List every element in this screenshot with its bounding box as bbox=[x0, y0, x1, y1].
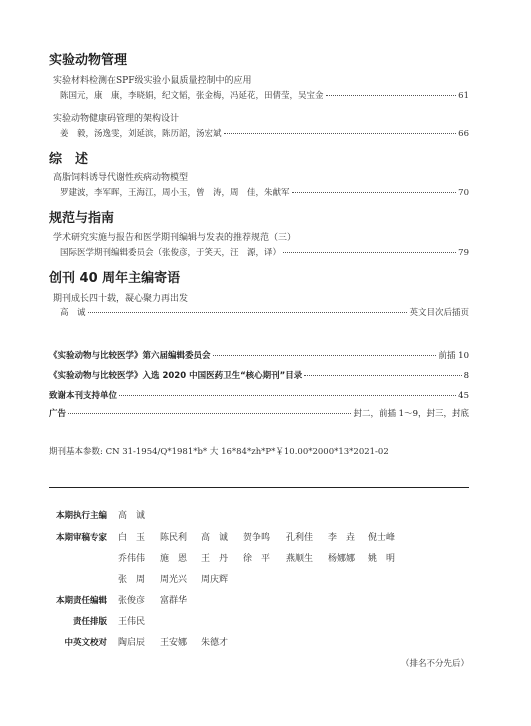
article-title[interactable]: 实验材料检测在SPF级实验小鼠质量控制中的应用 bbox=[53, 76, 252, 86]
exec-editor-label: 本期执行主编 bbox=[55, 511, 107, 521]
dot-leader bbox=[292, 192, 457, 193]
misc-label: 《实验动物与比较医学》第六届编辑委员会 bbox=[49, 351, 211, 361]
article-authors: 国际医学期刊编辑委员会（张俊彦，于笑天，汪 源，译） bbox=[60, 248, 282, 258]
ranking-note: （排名不分先后） bbox=[400, 659, 469, 669]
credit-name: 周庆辉 bbox=[201, 575, 229, 585]
article-authors: 陈国元，康 康，李晓娟，纪文韬，张金梅，冯延花，田倩莹，吴宝金 bbox=[60, 91, 324, 101]
credit-name: 陈民利 bbox=[160, 533, 188, 543]
credit-name: 燕顺生 bbox=[286, 554, 314, 564]
dot-leader bbox=[304, 375, 461, 376]
credit-name: 白 玉 bbox=[118, 533, 146, 543]
article-author-line bbox=[60, 186, 469, 198]
credit-name: 乔伟伟 bbox=[118, 554, 146, 564]
misc-entry[interactable] bbox=[49, 407, 469, 419]
page-number: 70 bbox=[458, 188, 469, 198]
dot-leader bbox=[283, 252, 456, 253]
misc-label: 《实验动物与比较医学》入选 2020 中国医药卫生“核心期刊”目录 bbox=[49, 371, 303, 381]
proofreader-label: 中英文校对 bbox=[64, 638, 107, 648]
page-number: 前插 10 bbox=[438, 351, 469, 361]
credit-name: 王安娜 bbox=[160, 638, 188, 648]
credit-name: 姚 明 bbox=[368, 554, 396, 564]
article-authors: 罗建波，李军晖，王海江，周小玉，曾 涛，周 佳，朱献军 bbox=[60, 188, 290, 198]
section-title: 实验动物管理 bbox=[49, 53, 128, 68]
credit-name: 孔利佳 bbox=[286, 533, 314, 543]
article-author-line bbox=[60, 89, 469, 101]
credit-name: 高 诚 bbox=[118, 511, 146, 521]
credit-name: 王 丹 bbox=[201, 554, 229, 564]
credit-name: 高 诚 bbox=[201, 533, 229, 543]
article-title[interactable]: 实验动物健康码管理的架构设计 bbox=[53, 114, 180, 124]
section-title: 综 述 bbox=[49, 152, 89, 167]
misc-label: 广告 bbox=[49, 409, 67, 419]
article-author-line bbox=[60, 306, 469, 318]
divider bbox=[49, 487, 469, 488]
layout-label: 责任排版 bbox=[72, 617, 107, 627]
misc-entry[interactable] bbox=[49, 389, 469, 401]
dot-leader bbox=[224, 133, 457, 134]
credit-name: 贺争鸣 bbox=[243, 533, 271, 543]
credit-name: 王伟民 bbox=[118, 617, 146, 627]
section-title: 创刊 40 周年主编寄语 bbox=[49, 271, 181, 286]
credit-name: 张 周 bbox=[118, 575, 146, 585]
credit-name: 朱德才 bbox=[201, 638, 229, 648]
credit-name: 富群华 bbox=[160, 596, 188, 606]
article-authors: 高 诚 bbox=[60, 308, 86, 318]
article-title[interactable]: 学术研究实施与报告和医学期刊编辑与发表的推荐规范（三） bbox=[53, 233, 297, 243]
page-number: 79 bbox=[458, 248, 469, 258]
page-number: 8 bbox=[463, 371, 469, 381]
credit-name: 陶启辰 bbox=[118, 638, 146, 648]
article-authors: 姜 毅，汤逸雯，刘延滨，陈历詔，汤宏斌 bbox=[60, 129, 222, 139]
article-title[interactable]: 期刊成长四十载，凝心聚力再出发 bbox=[53, 294, 189, 304]
article-title[interactable]: 高脂饲料诱导代谢性疾病动物模型 bbox=[53, 173, 189, 183]
misc-label: 致谢本刊支持单位 bbox=[49, 391, 118, 401]
dot-leader bbox=[68, 413, 351, 414]
page-number: 61 bbox=[458, 91, 469, 101]
page-number: 45 bbox=[458, 391, 469, 401]
reviewers-label: 本期审稿专家 bbox=[55, 533, 107, 543]
credit-name: 施 恩 bbox=[160, 554, 188, 564]
responsible-editor-label: 本期责任编辑 bbox=[55, 596, 107, 606]
page-number: 英文目次后插页 bbox=[409, 308, 469, 318]
page-number: 封二，前插 1～9，封三，封底 bbox=[353, 409, 469, 419]
credit-name: 倪士峰 bbox=[368, 533, 396, 543]
dot-leader bbox=[119, 395, 456, 396]
misc-entry[interactable] bbox=[49, 369, 469, 381]
credit-name: 徐 平 bbox=[243, 554, 271, 564]
section-title: 规范与指南 bbox=[49, 211, 115, 226]
misc-entry[interactable] bbox=[49, 349, 469, 361]
dot-leader bbox=[213, 355, 437, 356]
credit-name: 李 垚 bbox=[328, 533, 356, 543]
credit-name: 杨娜娜 bbox=[328, 554, 356, 564]
credit-name: 周光兴 bbox=[160, 575, 188, 585]
dot-leader bbox=[88, 312, 408, 313]
dot-leader bbox=[326, 95, 457, 96]
page-number: 66 bbox=[458, 129, 469, 139]
article-author-line bbox=[60, 127, 469, 139]
article-author-line bbox=[60, 246, 469, 258]
journal-parameters: 期刊基本参数: CN 31-1954/Q*1981*b* 大 16*84*zh*P*￥10.00*2000*13*2021-02 bbox=[49, 447, 389, 457]
credit-name: 张俊彦 bbox=[118, 596, 146, 606]
